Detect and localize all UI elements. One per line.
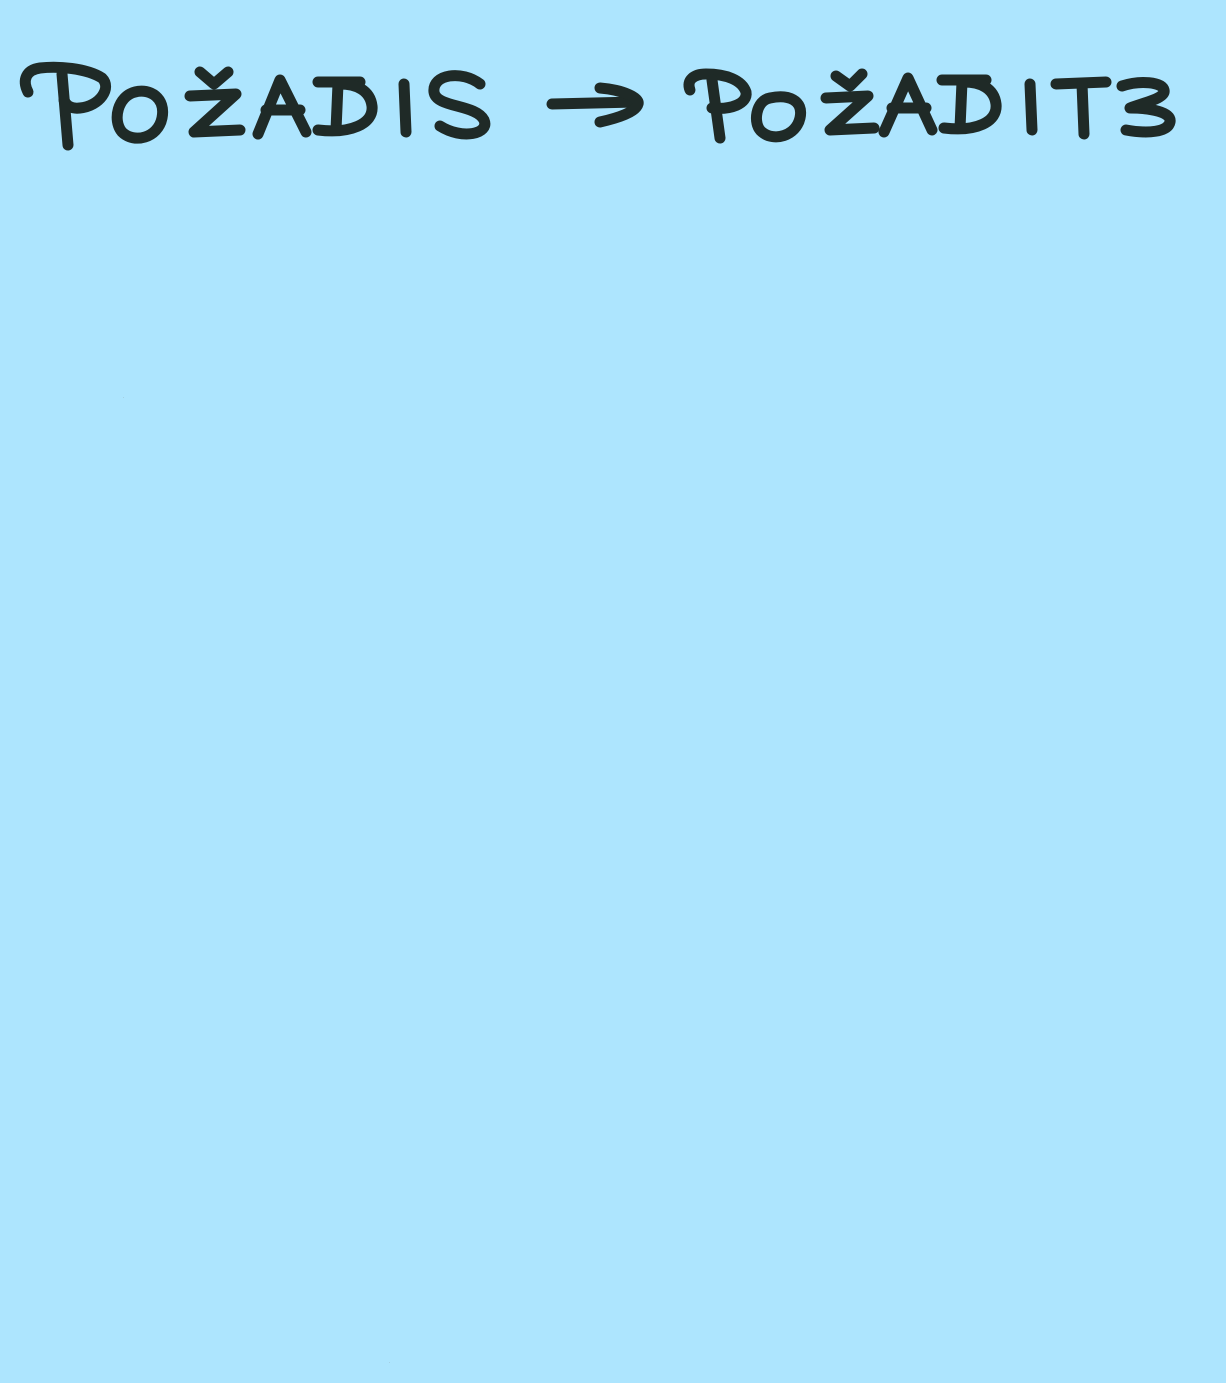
original-word <box>25 67 485 145</box>
corrected-word <box>689 74 1170 138</box>
right-arrow-icon <box>552 88 638 122</box>
paper-speck <box>389 1362 390 1363</box>
handwriting-canvas <box>0 0 1226 180</box>
paper-speck <box>123 397 124 398</box>
handwritten-line <box>0 0 1226 180</box>
